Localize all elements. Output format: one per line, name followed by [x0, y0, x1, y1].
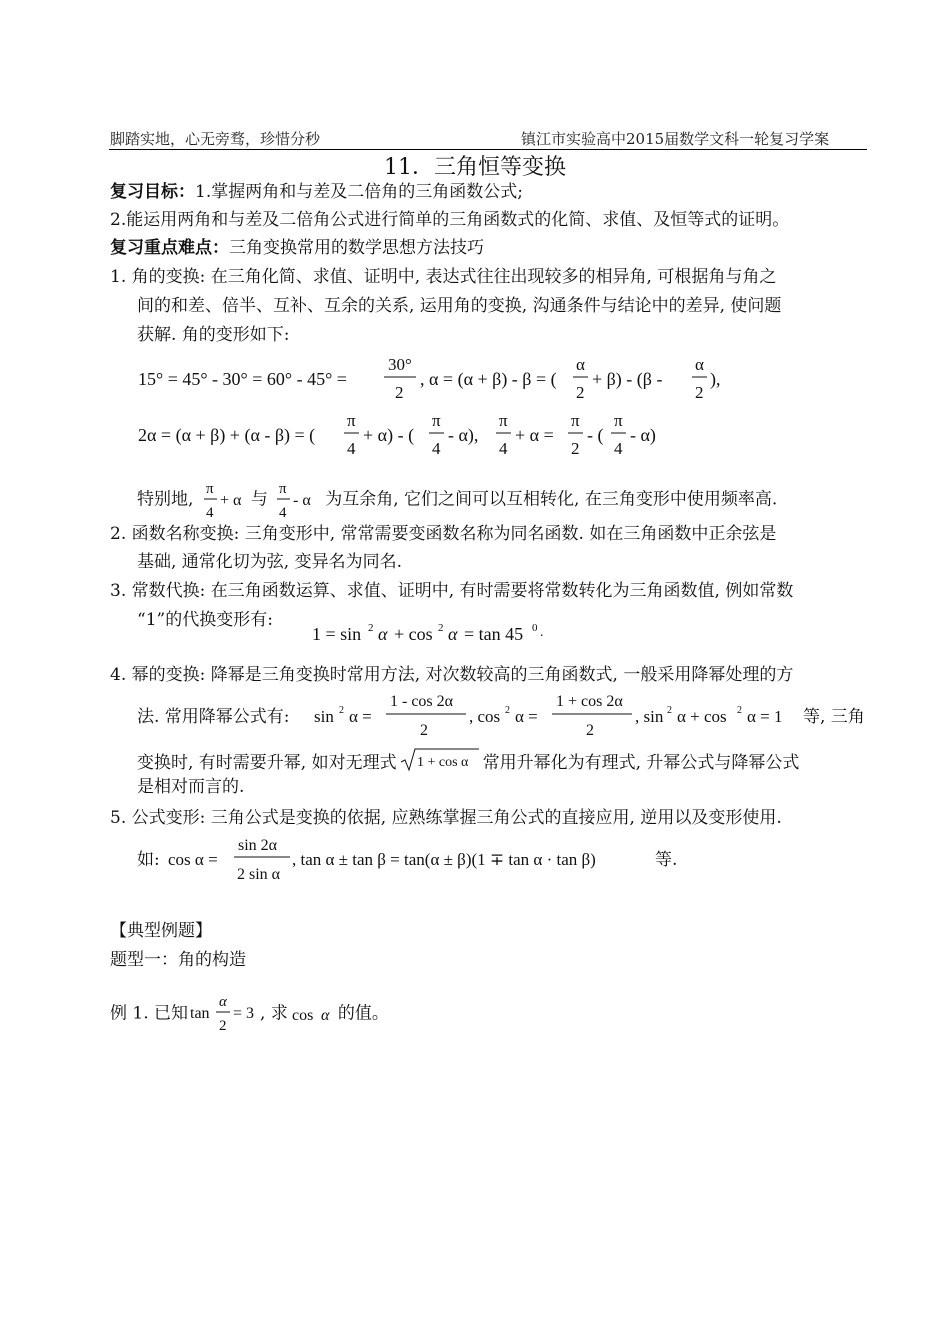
- svg-text:4: 4: [614, 439, 623, 458]
- svg-text:+ cos: + cos: [394, 624, 433, 644]
- svg-text:, tan α ± tan β = tan(α ± β)(1: , tan α ± tan β = tan(α ± β)(1 ∓ tan α · tan β): [292, 850, 596, 869]
- svg-text:2: 2: [737, 705, 742, 716]
- section-1-line-3: 获解. 角的变形如下:: [137, 325, 290, 345]
- svg-text:- α),: - α),: [448, 425, 479, 445]
- svg-text:, sin: , sin: [635, 707, 664, 726]
- section-4-line-4: 是相对而言的.: [137, 777, 245, 797]
- section-2-line-2: 基础, 通常化切为弦, 变异名为同名.: [137, 552, 403, 572]
- goals-label: 复习目标：: [110, 182, 195, 202]
- angle-formula-row-1: [130, 350, 750, 408]
- section-3-line-2: “1”的代换变形有:: [137, 610, 273, 630]
- section-4-line-3-prefix: 变换时, 有时需要升幂, 如对无理式: [137, 753, 397, 773]
- svg-text:- α): - α): [630, 425, 656, 445]
- special-prefix: 特别地,: [137, 489, 194, 510]
- section-5-line-2-prefix: 如:: [137, 850, 160, 870]
- svg-text:1 - cos 2α: 1 - cos 2α: [390, 693, 454, 710]
- svg-text:sin 2α: sin 2α: [238, 837, 278, 854]
- svg-text:= tan 45: = tan 45: [464, 624, 524, 644]
- svg-text:4: 4: [432, 439, 441, 458]
- svg-text:2: 2: [420, 722, 428, 739]
- svg-text:),: ),: [710, 369, 721, 389]
- special-mid: 与: [250, 489, 268, 510]
- svg-text:, α = (α + β) - β = (: , α = (α + β) - β = (: [420, 369, 557, 389]
- goals-line-1: [110, 180, 523, 204]
- svg-text:π: π: [279, 481, 287, 497]
- svg-text:2: 2: [695, 383, 704, 402]
- svg-text:α =: α =: [349, 707, 372, 726]
- pi-over-4-minus-alpha: [274, 477, 324, 523]
- svg-text:π: π: [614, 411, 623, 430]
- section-4-line-1: 4. 幂的变换: 降幂是三角变换时常用方法, 对次数较高的三角函数式, 一般采用降幂处理的方: [110, 665, 794, 685]
- svg-text:α: α: [378, 624, 388, 644]
- section-4-line-2-prefix: 法. 常用降幂公式有:: [137, 707, 290, 727]
- svg-text:α + cos: α + cos: [677, 707, 727, 726]
- example-type-1: 题型一：角的构造: [110, 950, 246, 970]
- section-5-line-2-suffix: 等.: [655, 850, 678, 870]
- section-4-line-3: [137, 746, 799, 775]
- section-4-line-3-suffix: 常用升幂化为有理式, 升幂公式与降幂公式: [482, 753, 800, 773]
- svg-text:+ α =: + α =: [515, 425, 554, 445]
- svg-text:- α: - α: [293, 492, 311, 509]
- svg-text:2 sin α: 2 sin α: [237, 866, 281, 883]
- svg-text:4: 4: [347, 439, 356, 458]
- svg-text:α: α: [320, 1007, 330, 1024]
- svg-text:1 = sin: 1 = sin: [312, 624, 362, 644]
- svg-text:π: π: [347, 411, 356, 430]
- constant-one-formula: [308, 612, 568, 648]
- section-1-line-2: 间的和差、倍半、互补、互余的关系, 运用角的变换, 沟通条件与结论中的差异, 使问题: [137, 296, 782, 316]
- svg-text:1 + cos 2α: 1 + cos 2α: [556, 693, 623, 710]
- svg-text:2: 2: [505, 705, 510, 716]
- header-school: 镇江市实验高中2015届数学文科一轮复习学案: [521, 130, 830, 148]
- formula-transform: [166, 832, 686, 888]
- svg-text:2: 2: [586, 722, 594, 739]
- svg-text:2: 2: [571, 439, 580, 458]
- svg-text:α = 1: α = 1: [747, 707, 783, 726]
- svg-text:2: 2: [576, 383, 585, 402]
- svg-text:cos: cos: [291, 1007, 314, 1024]
- svg-text:π: π: [205, 481, 214, 497]
- svg-text:π: π: [571, 411, 580, 430]
- section-3-line-1: 3. 常数代换: 在三角函数运算、求值、证明中, 有时需要将常数转化为三角函数值, 例如常数: [110, 581, 794, 601]
- svg-text:α: α: [219, 994, 227, 1010]
- svg-text:2: 2: [339, 705, 344, 716]
- svg-text:4: 4: [205, 505, 214, 521]
- svg-text:4: 4: [279, 505, 287, 521]
- svg-text:+ α) - (: + α) - (: [363, 425, 415, 445]
- header-motto: 脚踏实地，心无旁骛，珍惜分秒: [110, 130, 321, 148]
- svg-text:α: α: [576, 355, 585, 374]
- section-1-line-1: 1. 角的变换: 在三角化简、求值、证明中, 表达式往往出现较多的相异角, 可根据角与角之: [110, 267, 777, 287]
- svg-text:30°: 30°: [388, 355, 412, 374]
- example-1-end: 的值。: [337, 1003, 389, 1024]
- svg-text:π: π: [499, 411, 508, 430]
- svg-text:tan: tan: [190, 1005, 210, 1022]
- goal-item-2: 2.能运用两角和与差及二倍角公式进行简单的三角函数式的化简、求值、及恒等式的证明。: [110, 210, 790, 230]
- svg-text:4: 4: [499, 439, 508, 458]
- special-suffix: 为互余角, 它们之间可以互相转化, 在三角变形中使用频率高.: [325, 489, 778, 510]
- example-1: [110, 991, 389, 1037]
- svg-text:2: 2: [368, 622, 374, 634]
- svg-text:+ β) - (β -: + β) - (β -: [592, 369, 663, 389]
- svg-text:1 + cos α: 1 + cos α: [416, 755, 469, 770]
- section-2-line-1: 2. 函数名称变换: 三角变形中, 常常需要变函数名称为同名函数. 如在三角函数中正余弦是: [110, 524, 777, 544]
- section-4-line-2-suffix: 等, 三角: [803, 707, 865, 727]
- svg-text:.: .: [540, 625, 544, 640]
- svg-text:2: 2: [395, 383, 404, 402]
- key-points-line: [110, 236, 484, 260]
- page-title: 11．三角恒等变换: [384, 155, 566, 180]
- svg-text:0: 0: [532, 622, 538, 634]
- svg-text:π: π: [432, 411, 441, 430]
- svg-text:cos α =: cos α =: [168, 850, 218, 869]
- svg-text:2: 2: [438, 622, 444, 634]
- svg-text:α =: α =: [515, 707, 538, 726]
- tan-half-alpha-eq-3: [188, 991, 260, 1037]
- svg-text:, cos: , cos: [469, 707, 501, 726]
- key-points-label: 复习重点难点：: [110, 238, 229, 258]
- section-1-special-note: [137, 477, 777, 523]
- svg-text:α: α: [448, 624, 458, 644]
- svg-text:2: 2: [667, 705, 672, 716]
- key-points-text: 三角变换常用的数学思想方法技巧: [229, 238, 484, 258]
- svg-text:2: 2: [219, 1018, 227, 1034]
- svg-text:= 3: = 3: [233, 1005, 255, 1022]
- section-4-line-2: [137, 705, 290, 729]
- power-reduction-formulas: [312, 688, 812, 744]
- cos-alpha: [288, 1002, 338, 1026]
- section-5-line-1: 5. 公式变形: 三角公式是变换的依据, 应熟练掌握三角公式的直接应用, 逆用以及变形使用.: [110, 808, 782, 828]
- svg-text:α: α: [695, 355, 704, 374]
- example-1-prefix: 例 1. 已知: [110, 1003, 189, 1024]
- pi-over-4-plus-alpha: [200, 477, 250, 523]
- goal-item-1: 1.掌握两角和与差及二倍角的三角函数公式;: [195, 182, 523, 202]
- svg-text:15° = 45° - 30° = 60° - 45° =: 15° = 45° - 30° = 60° - 45° =: [138, 369, 347, 389]
- angle-formula-row-2: [130, 410, 690, 468]
- examples-heading: 【典型例题】: [110, 921, 212, 941]
- sqrt-one-plus-cos-alpha: [399, 746, 481, 774]
- svg-text:+ α: + α: [219, 492, 242, 509]
- svg-text:- (: - (: [587, 425, 604, 445]
- svg-text:2α = (α + β) + (α - β) = (: 2α = (α + β) + (α - β) = (: [138, 425, 316, 445]
- example-1-suffix: , 求: [260, 1003, 288, 1024]
- svg-text:sin: sin: [314, 707, 334, 726]
